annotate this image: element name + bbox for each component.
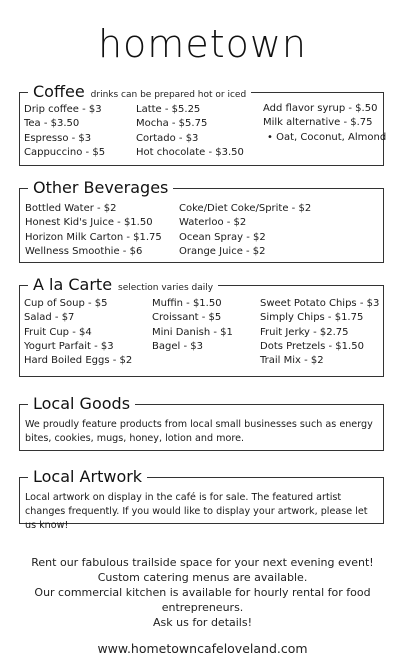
a-la-carte-section [19, 275, 384, 377]
local-goods-text: We proudly feature products from local small businesses such as energy bites, cookies, mugs, honey, lotion and more. [25, 419, 373, 444]
other-beverages-heading: Other Beverages [33, 178, 169, 197]
menu-item: Mocha - $5.75 [136, 118, 208, 130]
menu-item: Fruit Cup - $4 [24, 326, 92, 338]
coffee-note: drinks can be prepared hot or iced [90, 90, 247, 100]
menu-item: Coke/Diet Coke/Sprite - $2 [179, 203, 312, 214]
menu-item: Mini Danish - $1 [152, 326, 233, 338]
coffee-col-3 [263, 102, 386, 145]
menu-item: Hot chocolate - $3.50 [136, 146, 244, 158]
menu-item: Muffin - $1.50 [152, 298, 222, 309]
menu-item: Wellness Smoothie - $6 [25, 245, 143, 257]
other-beverages-legend [28, 178, 173, 197]
menu-item: Milk alternative - $.75 [263, 117, 373, 129]
menu-item: Bagel - $3 [152, 340, 203, 352]
menu-item: Espresso - $3 [24, 132, 92, 144]
menu-item: Croissant - $5 [152, 312, 222, 324]
menu-item: Orange Juice - $2 [179, 245, 266, 257]
menu-item: Cortado - $3 [136, 132, 199, 144]
menu-item: Trail Mix - $2 [260, 355, 324, 367]
footer-text [0, 555, 405, 630]
page-title: hometown [97, 22, 308, 66]
local-goods-section [19, 394, 384, 451]
coffee-heading: Coffee [33, 82, 85, 101]
menu-item: Dots Pretzels - $1.50 [260, 340, 364, 352]
coffee-col-2 [136, 103, 244, 160]
menu-item: Salad - $7 [24, 312, 75, 324]
a-la-carte-legend [28, 275, 218, 294]
menu-item: Add flavor syrup - $.50 [263, 103, 378, 114]
local-goods-heading: Local Goods [33, 394, 131, 413]
menu-item: Bottled Water - $2 [25, 203, 117, 214]
menu-item: Ocean Spray - $2 [179, 231, 266, 243]
menu-item: Horizon Milk Carton - $1.75 [25, 231, 162, 243]
coffee-section [19, 82, 387, 166]
other-beverages-col-2 [179, 202, 311, 259]
local-artwork-heading: Local Artwork [33, 467, 143, 486]
menu-item: Fruit Jerky - $2.75 [260, 326, 349, 338]
website-link[interactable]: www.hometowncafeloveland.com [97, 641, 308, 656]
local-artwork-legend [28, 467, 147, 486]
a-la-carte-col-3 [260, 297, 379, 368]
coffee-col-1 [24, 103, 105, 160]
local-artwork-text: Local artwork on display in the café is for sale. The featured artist changes frequently. If you would like to display your artwork, please let us know! [25, 492, 368, 531]
menu-item: Waterloo - $2 [179, 217, 247, 229]
other-beverages-col-1 [25, 202, 162, 259]
footer-line: Our commercial kitchen is available for hourly rental for food entrepreneurs. [34, 586, 371, 614]
a-la-carte-col-2 [152, 297, 233, 354]
coffee-legend [28, 82, 251, 101]
other-beverages-section [19, 178, 384, 263]
menu-item: Tea - $3.50 [24, 118, 80, 130]
menu-item: Yogurt Parfait - $3 [24, 340, 114, 352]
menu-item: Sweet Potato Chips - $3 [260, 298, 380, 309]
footer-line: Ask us for details! [153, 616, 252, 629]
menu-item: Honest Kid's Juice - $1.50 [25, 217, 153, 229]
menu-item: • Oat, Coconut, Almond [267, 131, 387, 143]
menu-item: Simply Chips - $1.75 [260, 312, 364, 324]
a-la-carte-col-1 [24, 297, 132, 368]
a-la-carte-heading: A la Carte [33, 275, 113, 294]
menu-item: Latte - $5.25 [136, 104, 201, 115]
menu-item: Hard Boiled Eggs - $2 [24, 355, 133, 367]
menu-item: Drip coffee - $3 [24, 104, 102, 115]
local-goods-legend [28, 394, 135, 413]
footer-line: Rent our fabulous trailside space for your next evening event! [31, 556, 374, 569]
local-artwork-section [19, 467, 384, 531]
footer-line: Custom catering menus are available. [97, 571, 308, 584]
a-la-carte-note: selection varies daily [118, 283, 214, 293]
menu-item: Cappuccino - $5 [24, 146, 106, 158]
menu-item: Cup of Soup - $5 [24, 298, 108, 309]
